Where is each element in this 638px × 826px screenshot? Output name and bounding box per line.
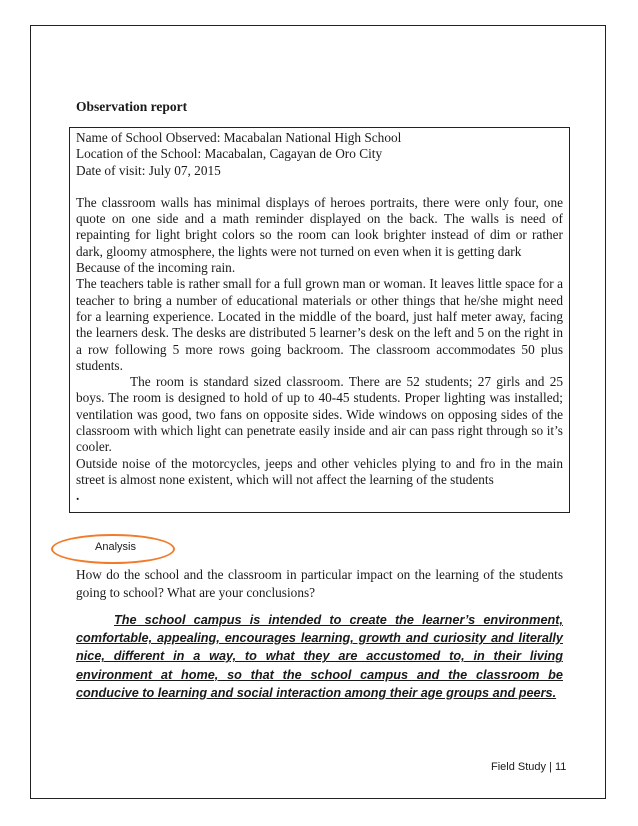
teacher-table-paragraph: The teachers table is rather small for a full grown man or woman. It leaves little space for a teacher to bring a number of educational materials or other things that he/she might need for a learning experience. Located in the middle of the board, just half meter away, facing the learners desk. The desks are distributed 5 learner’s desk on the left and 5 on the right in a row following 5 more rows going backroom. The classroom accommodates 50 plus students. bbox=[76, 276, 563, 373]
page-footer: Field Study | 11 bbox=[491, 761, 567, 773]
room-paragraph: The room is standard sized classroom. There are 52 students; 27 girls and 25 boys. The room is designed to hold of up to 40-45 students. Proper lighting was installed; ventilation was good, two fans on opposite sides. Wide windows on opposing sides of the classroom with which light can penetrate easily inside and air can pass right through so it’s cooler. bbox=[76, 374, 563, 455]
visit-date-line: Date of visit: July 07, 2015 bbox=[76, 162, 221, 178]
page-title: Observation report bbox=[76, 99, 188, 114]
school-name-line: Name of School Observed: Macabalan National High School bbox=[76, 130, 402, 145]
analysis-label: Analysis bbox=[95, 541, 136, 553]
analysis-question: How do the school and the classroom in particular impact on the learning of the students going to school? What are your conclusions? bbox=[76, 567, 563, 600]
school-location-line: Location of the School: Macabalan, Cagayan de Oro City bbox=[76, 146, 383, 162]
trailing-dot: . bbox=[76, 488, 80, 504]
observation-box bbox=[69, 127, 570, 513]
conclusion-text: The school campus is intended to create the learner’s environment, comfortable, appealing, encourages learning, growth and curiosity and literally nice, different in a way, to what they are accustomed to, in their living environment at home, so that the school campus and the classroom be conducive to learning and social interaction among their age groups and peers. bbox=[76, 613, 563, 700]
rain-paragraph: Because of the incoming rain. bbox=[76, 260, 236, 276]
noise-paragraph: Outside noise of the motorcycles, jeeps and other vehicles plying to and fro in the main street is almost none existent, which will not affect the learning of the students bbox=[76, 455, 563, 487]
paragraph-spacer bbox=[76, 179, 563, 195]
walls-paragraph: The classroom walls has minimal displays of heroes portraits, there were only four, one quote on one side and a math reminder displayed on the back. The walls is need of repainting for light bright colors so the room can look brighter instead of dim or rather dark, gloomy atmosphere, the lights were not turned on even when it is getting dark bbox=[76, 194, 563, 259]
